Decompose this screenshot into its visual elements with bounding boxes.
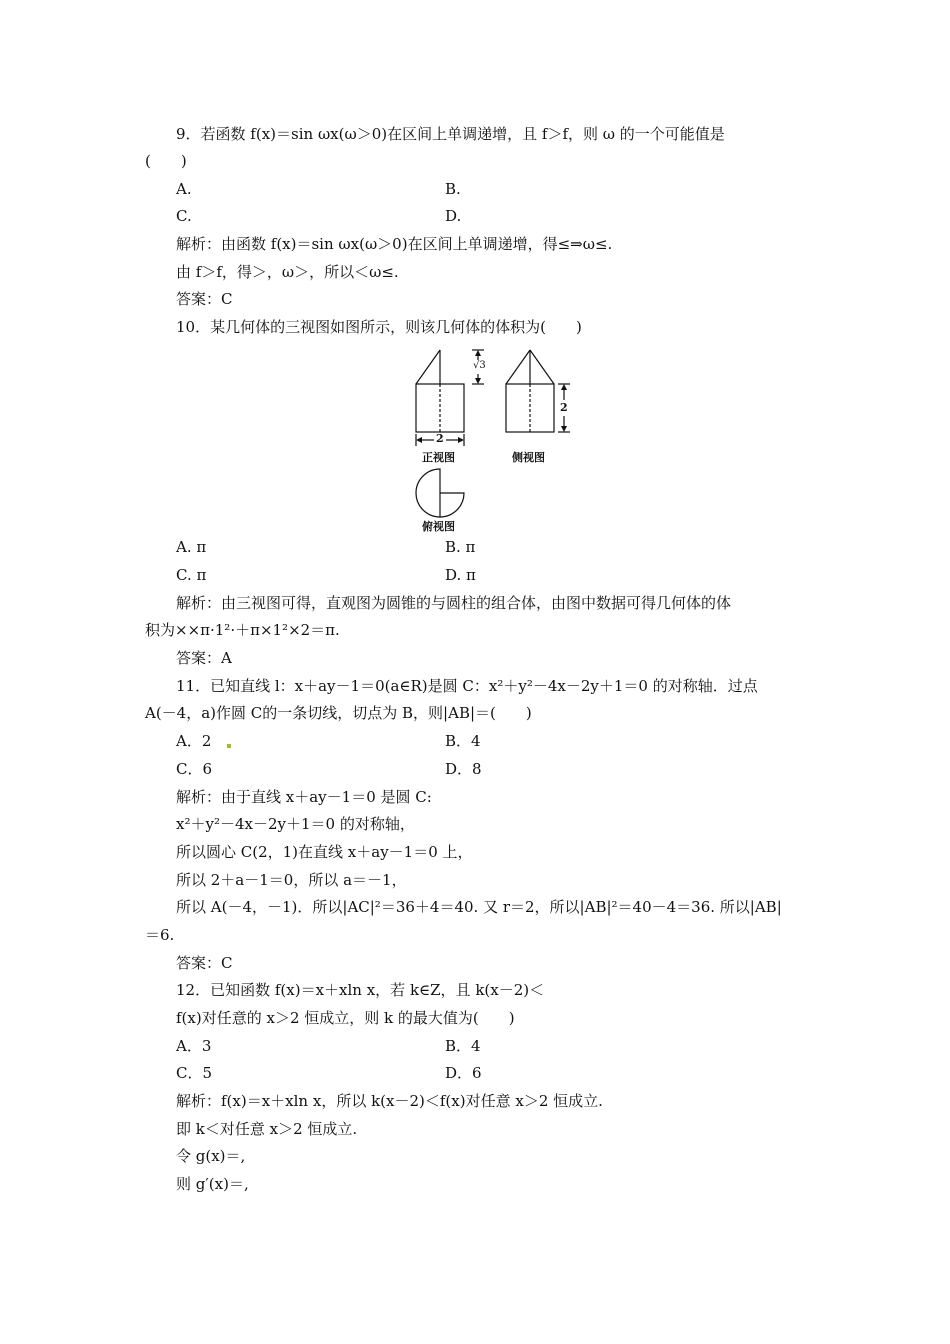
q10-option-b: B. π [445,538,476,556]
q10-option-a: A. π [176,538,207,556]
q11-stem-2: A(－4，a)作圆 C的一条切线，切点为 B，则|AB|＝( ) [145,704,532,722]
q11-stem-1: 11．已知直线 l：x＋ay－1＝0(a∈R)是圆 C：x²＋y²－4x－2y＋1＝0 的对称轴．过点 [176,677,758,695]
cone-height-label: √3 [473,360,486,371]
stray-mark [227,744,231,748]
q12-solution-3: 令 g(x)＝, [176,1147,246,1165]
q12-option-a: A．3 [176,1037,212,1055]
q11-option-a: A．2 [176,732,212,750]
q12-solution-4: 则 g′(x)＝, [176,1175,249,1193]
q11-solution-1: 解析：由于直线 x＋ay－1＝0 是圆 C: [176,788,432,806]
side-height-label: 2 [560,401,568,414]
q10-solution-1: 解析：由三视图可得，直观图为圆锥的与圆柱的组合体，由图中数据可得几何体的体 [176,594,732,612]
q9-option-a: A. [176,180,192,198]
three-view-figure [400,342,580,534]
top-view-label: 俯视图 [422,520,455,533]
q10-option-d: D. π [445,566,476,584]
q9-option-d: D. [445,207,462,225]
q12-option-c: C．5 [176,1064,213,1082]
q9-solution-1: 解析：由函数 f(x)＝sin ωx(ω＞0)在区间上单调递增，得≤⇒ω≤. [176,235,613,253]
q9-stem: 9．若函数 f(x)＝sin ωx(ω＞0)在区间上单调递增，且 f＞f，则 ω 的一个可能值是 [176,125,725,143]
front-view-label: 正视图 [422,451,455,464]
q9-solution-2: 由 f＞f，得＞，ω＞，所以＜ω≤. [176,263,399,281]
q12-option-d: D．6 [445,1064,482,1082]
q9-answer: 答案：C [176,290,233,308]
front-view-cone-edge [416,350,440,384]
front-width-label: 2 [436,432,444,445]
q11-solution-5: 所以 A(－4，－1)．所以|AC|²＝36＋4＝40. 又 r＝2，所以|AB|²＝40－4＝36. 所以|AB| [176,898,782,916]
q11-option-d: D．8 [445,760,482,778]
q12-solution-2: 即 k＜对任意 x＞2 恒成立. [176,1120,358,1138]
three-view-drawing [400,342,580,534]
q11-answer: 答案：C [176,954,233,972]
q12-stem-1: 12．已知函数 f(x)＝x＋xln x，若 k∈Z，且 k(x－2)＜ [176,981,545,999]
q11-solution-4: 所以 2＋a－1＝0，所以 a＝－1， [176,871,407,889]
q10-option-c: C. π [176,566,207,584]
q11-solution-3: 所以圆心 C(2，1)在直线 x＋ay－1＝0 上， [176,843,473,861]
q10-solution-2: 积为××π·1²·＋π×1²×2＝π. [145,621,340,639]
q11-solution-6: ＝6. [145,926,175,944]
q12-option-b: B．4 [445,1037,481,1055]
q9-paren: ( ) [145,152,187,170]
q9-option-c: C. [176,207,192,225]
q10-stem: 10．某几何体的三视图如图所示，则该几何体的体积为( ) [176,318,582,336]
q9-option-b: B. [445,180,461,198]
q11-solution-2: x²＋y²－4x－2y＋1＝0 的对称轴， [176,815,415,833]
q10-answer: 答案：A [176,649,232,667]
q12-solution-1: 解析：f(x)＝x＋xln x，所以 k(x－2)＜f(x)对任意 x＞2 恒成立. [176,1092,603,1110]
q11-option-c: C．6 [176,760,213,778]
q12-stem-2: f(x)对任意的 x＞2 恒成立，则 k 的最大值为( ) [176,1009,515,1027]
side-view-label: 侧视图 [512,451,545,464]
q11-option-b: B．4 [445,732,481,750]
